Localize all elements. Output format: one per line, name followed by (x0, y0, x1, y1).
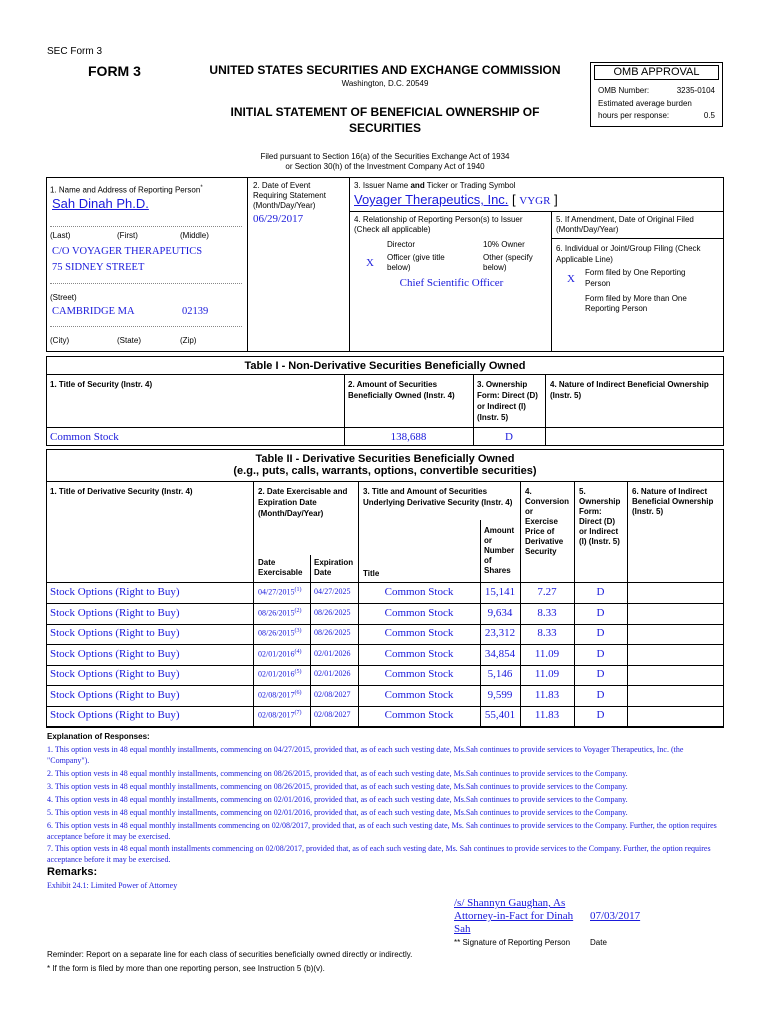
officer-label-1: Officer (give title (387, 253, 445, 262)
expiration-date: 08/26/2025 (314, 628, 351, 637)
box2-label-1: 2. Date of Event (253, 181, 311, 190)
signature-date: 07/03/2017 (590, 910, 641, 922)
zip-label: (Zip) (180, 336, 197, 345)
table2-row-divider (46, 726, 724, 727)
officer-title: Chief Scientific Officer (399, 277, 504, 289)
footnote: 3. This option vests in 48 equal monthly installments, commencing on 08/26/2015, provided that, as of each such vesting date, Ms.Sah continues to provide services to the Company. (47, 782, 628, 791)
omb-title: OMB APPROVAL (613, 66, 700, 78)
table1-col4-header-2: (Instr. 5) (550, 391, 582, 400)
issuer-name[interactable]: Voyager Therapeutics, Inc. (354, 192, 509, 207)
table1-col2-header-2: Beneficially Owned (Instr. 4) (348, 391, 455, 400)
ownership-form: D (596, 668, 605, 680)
table2-row-divider (46, 603, 724, 604)
box4-label-2: (Check all applicable) (354, 225, 431, 234)
table1-col2-header-1: 2. Amount of Securities (348, 380, 438, 389)
omb-hours: 0.5 (703, 111, 715, 120)
form-title: FORM 3 (88, 63, 141, 79)
ownership-form: D (596, 606, 605, 619)
footnote: 4. This option vests in 48 equal monthly installments, commencing on 02/01/2016, provided that, as of each such vesting date, Ms.Sah continues to provide services to the Company. (47, 795, 628, 804)
expiration-date: 04/27/2025 (314, 587, 351, 596)
derivative-title: Stock Options (Right to Buy) (50, 606, 180, 619)
box6-label-1: 6. Individual or Joint/Group Filing (Check (556, 244, 701, 253)
underlying-shares: 23,312 (484, 627, 516, 639)
statement-title-line2: SECURITIES (348, 121, 421, 135)
box4-label-1: 4. Relationship of Reporting Person(s) to Issuer (354, 215, 523, 224)
ownership-form: D (596, 709, 605, 721)
omb-number: 3235-0104 (676, 86, 715, 95)
exercise-price: 8.33 (537, 627, 557, 639)
footnote-ref: (2) (294, 607, 302, 614)
date-exercisable: 02/01/2016$^{(5)}$ (258, 669, 302, 679)
derivative-title: Stock Options (Right to Buy) (50, 627, 180, 639)
underlying-shares: 55,401 (484, 709, 516, 721)
footnote: 2. This option vests in 48 equal monthly installments, commencing on 08/26/2015, provided that, as of each such vesting date, Ms.Sah continues to provide services to the Company. (47, 769, 628, 778)
ticker-bracket-close: ] (554, 192, 558, 207)
address-line2: 75 SIDNEY STREET (52, 262, 145, 273)
street-label: (Street) (50, 293, 77, 302)
one-person-label-2: Person (585, 279, 611, 288)
expiration-date: 02/08/2027 (314, 689, 351, 699)
signature-label: ** Signature of Reporting Person (454, 938, 571, 947)
table1-col3-header-3: or Indirect (I) (477, 402, 526, 411)
footnote-ref: (1) (294, 587, 302, 593)
multi-person-note: * If the form is filed by more than one reporting person, see Instruction 5 (b)(v). (47, 964, 325, 973)
signature[interactable]: /s/ Shannyn Gaughan, As Attorney-in-Fact for Dinah Sah (454, 897, 574, 935)
underlying-title: Common Stock (384, 688, 454, 701)
filed-pursuant-line2: or Section 30(h) of the Investment Company Act of 1940 (285, 162, 485, 171)
underlying-title: Common Stock (384, 586, 454, 598)
remarks-text: Exhibit 24.1: Limited Power of Attorney (47, 881, 178, 890)
other-label-2: below) (483, 263, 507, 272)
derivative-title: Stock Options (Right to Buy) (50, 668, 180, 680)
one-person-label-1: Form filed by One Reporting (585, 268, 686, 277)
table2-col2-header-2: Expiration Date (258, 498, 317, 507)
reporting-person-name[interactable]: Sah Dinah Ph.D. (52, 196, 149, 211)
ownership-form: D (596, 688, 605, 701)
commission-location: Washington, D.C. 20549 (341, 79, 429, 88)
ten-percent-owner-label: 10% Owner (483, 240, 525, 249)
exercise-price: 7.27 (537, 586, 557, 598)
table1-col3-header-1: 3. Ownership (477, 380, 528, 389)
footnote-ref: (6) (294, 689, 302, 696)
omb-burden-label: Estimated average burden (598, 99, 692, 108)
multi-person-label-2: Reporting Person (585, 304, 648, 313)
filed-pursuant-line1: Filed pursuant to Section 16(a) of the Securities Exchange Act of 1934 (260, 152, 510, 161)
table2-col2-header-3: (Month/Day/Year) (258, 509, 324, 518)
date-label: Date (590, 938, 607, 947)
zip-code: 02139 (182, 306, 209, 317)
box2-label-2: Requiring Statement (253, 191, 326, 200)
underlying-shares: 9,599 (487, 688, 513, 701)
event-date: 06/29/2017 (253, 213, 304, 225)
footnote: 7. This option vests in 48 equal month installments commencing on 02/08/2017, provided that, as of each such vesting date, Ms. Sah continues to provide services to the Company. Further, the option requires acceptance before it may be exercised. (47, 844, 711, 864)
date-exercisable: 02/08/2017$^{(7)}$ (258, 710, 302, 720)
box5-label-2: (Month/Day/Year) (556, 225, 619, 234)
date-exercisable: 02/01/2016$^{(4)}$ (258, 648, 302, 659)
underlying-shares: 9,634 (487, 606, 513, 619)
table2-row-divider (46, 644, 724, 645)
underlying-title-header: Title (363, 569, 380, 578)
date-exercisable: 04/27/2015$^{(1)}$ (258, 587, 302, 597)
expiration-date: 08/26/2025 (314, 607, 351, 617)
box2-label-3: (Month/Day/Year) (253, 201, 316, 210)
explanation-title: Explanation of Responses: (47, 732, 150, 741)
underlying-title: Common Stock (384, 627, 454, 639)
exercise-price: 8.33 (537, 606, 557, 619)
ticker-bracket-open: [ (512, 192, 516, 207)
last-label: (Last) (50, 231, 71, 240)
table1-title: Table I - Non-Derivative Securities Beneficially Owned (244, 360, 526, 372)
ownership-form: D (596, 586, 605, 598)
footnote-ref: (5) (294, 669, 302, 675)
omb-number-label: OMB Number: (598, 86, 650, 95)
date-exercisable: 08/26/2015$^{(2)}$ (258, 607, 302, 618)
footnote: 5. This option vests in 48 equal monthly installments, commencing on 02/01/2016, provided that, as of each such vesting date, Ms.Sah continues to provide services to the Company. (47, 808, 628, 817)
exercise-price: 11.09 (534, 647, 560, 660)
derivative-title: Stock Options (Right to Buy) (50, 586, 180, 598)
derivative-title: Stock Options (Right to Buy) (50, 709, 180, 721)
table2-col4-header: 4. Conversion or Exercise Price of Derivative Security (525, 487, 570, 556)
amount-shares-header: Amount or Number of Shares (484, 526, 515, 575)
middle-label: (Middle) (180, 231, 209, 240)
footnote: 6. This option vests in 48 equal monthly installments commencing on 02/08/2017, provided that, as of each such vesting date, Ms. Sah continues to provide services to the Company. Further, the option requires acceptance before it may be exercised. (47, 821, 717, 841)
exercise-price: 11.83 (534, 709, 560, 721)
table2-row-divider (46, 624, 724, 625)
footnote-ref: (3) (294, 628, 302, 634)
underlying-shares: 34,854 (484, 647, 516, 660)
officer-label-2: below) (387, 263, 411, 272)
box6-label-2: Applicable Line) (556, 255, 613, 264)
one-person-checkmark: X (567, 273, 575, 285)
director-label: Director (387, 240, 416, 249)
underlying-title: Common Stock (384, 709, 454, 721)
table1-security-title: Common Stock (50, 431, 119, 443)
box1-label: 1. Name and Address of Reporting Person* (50, 185, 203, 195)
expiration-date: 02/01/2026 (314, 648, 351, 658)
exercise-price: 11.09 (534, 668, 560, 680)
state-label: (State) (117, 336, 142, 345)
underlying-title: Common Stock (384, 668, 454, 680)
footnote: 1. This option vests in 48 equal monthly installments, commencing on 04/27/2015, provided that, as of each such vesting date, Ms.Sah continues to provide services to Voyager Therapeutics, Inc. (the "Company"). (47, 745, 684, 765)
table2-row-divider (46, 685, 724, 686)
expiration-date-header: Expiration Date (314, 558, 354, 577)
sec-form-label: SEC Form 3 (47, 46, 103, 57)
derivative-title: Stock Options (Right to Buy) (50, 647, 180, 660)
table1-col4-header-1: 4. Nature of Indirect Beneficial Ownership (550, 380, 709, 389)
ticker-symbol: VYGR (519, 195, 551, 207)
box3-label: 3. Issuer Name and Ticker or Trading Symbol (354, 181, 516, 190)
table2-col6-header: 6. Nature of Indirect Beneficial Ownership (Instr. 5) (632, 487, 714, 516)
commission-title: UNITED STATES SECURITIES AND EXCHANGE COMMISSION (209, 63, 561, 77)
table2-row-divider (46, 706, 724, 707)
table1-col3-header-4: (Instr. 5) (477, 413, 509, 422)
table2-col2-header-1: 2. Date Exercisable and (258, 487, 348, 496)
expiration-date: 02/01/2026 (314, 669, 351, 678)
footnote-ref: (4) (294, 648, 302, 655)
table1-amount: 138,688 (390, 431, 427, 443)
table1-ownership-form: D (505, 431, 513, 443)
issuer-line (354, 192, 558, 207)
first-label: (First) (117, 231, 138, 240)
table2-col3-header-1: 3. Title and Amount of Securities (363, 487, 488, 496)
underlying-shares: 15,141 (484, 586, 516, 598)
officer-checkmark: X (366, 257, 374, 269)
underlying-title: Common Stock (384, 647, 454, 660)
date-exercisable: 02/08/2017$^{(6)}$ (258, 689, 302, 700)
table2-col3-header-2: Underlying Derivative Security (Instr. 4) (363, 498, 513, 507)
underlying-shares: 5,146 (487, 668, 513, 680)
footnote-ref: (7) (294, 710, 302, 716)
ownership-form: D (596, 627, 605, 639)
city-label: (City) (50, 336, 70, 345)
expiration-date: 02/08/2027 (314, 710, 351, 719)
ownership-form: D (596, 647, 605, 660)
date-exercisable-header: Date Exercisable (258, 558, 303, 577)
exercise-price: 11.83 (534, 688, 560, 701)
underlying-title: Common Stock (384, 606, 454, 619)
table2-col1-header: 1. Title of Derivative Security (Instr. 4) (50, 487, 193, 496)
table2-title-line1: Table II - Derivative Securities Beneficially Owned (255, 453, 515, 465)
address-line1: C/O VOYAGER THERAPEUTICS (52, 246, 203, 257)
box5-label-1: 5. If Amendment, Date of Original Filed (556, 215, 694, 224)
reminder-text: Reminder: Report on a separate line for each class of securities beneficially owned directly or indirectly. (47, 950, 413, 959)
table2-title-line2: (e.g., puts, calls, warrants, options, convertible securities) (233, 465, 537, 477)
city-state: CAMBRIDGE MA (52, 306, 135, 317)
remarks-title: Remarks: (47, 866, 98, 878)
table2-col5-header: 5. Ownership Form: Direct (D) or Indirect (I) (Instr. 5) (579, 487, 621, 546)
statement-title-line1: INITIAL STATEMENT OF BENEFICIAL OWNERSHIP OF (230, 105, 540, 119)
other-label-1: Other (specify (483, 253, 533, 262)
table2-row-divider (46, 665, 724, 666)
derivative-title: Stock Options (Right to Buy) (50, 688, 180, 701)
omb-hours-label: hours per response: (598, 111, 670, 120)
table1-col3-header-2: Form: Direct (D) (477, 391, 538, 400)
table1-col1-header: 1. Title of Security (Instr. 4) (50, 380, 153, 389)
date-exercisable: 08/26/2015$^{(3)}$ (258, 628, 302, 638)
multi-person-label-1: Form filed by More than One (585, 294, 687, 303)
